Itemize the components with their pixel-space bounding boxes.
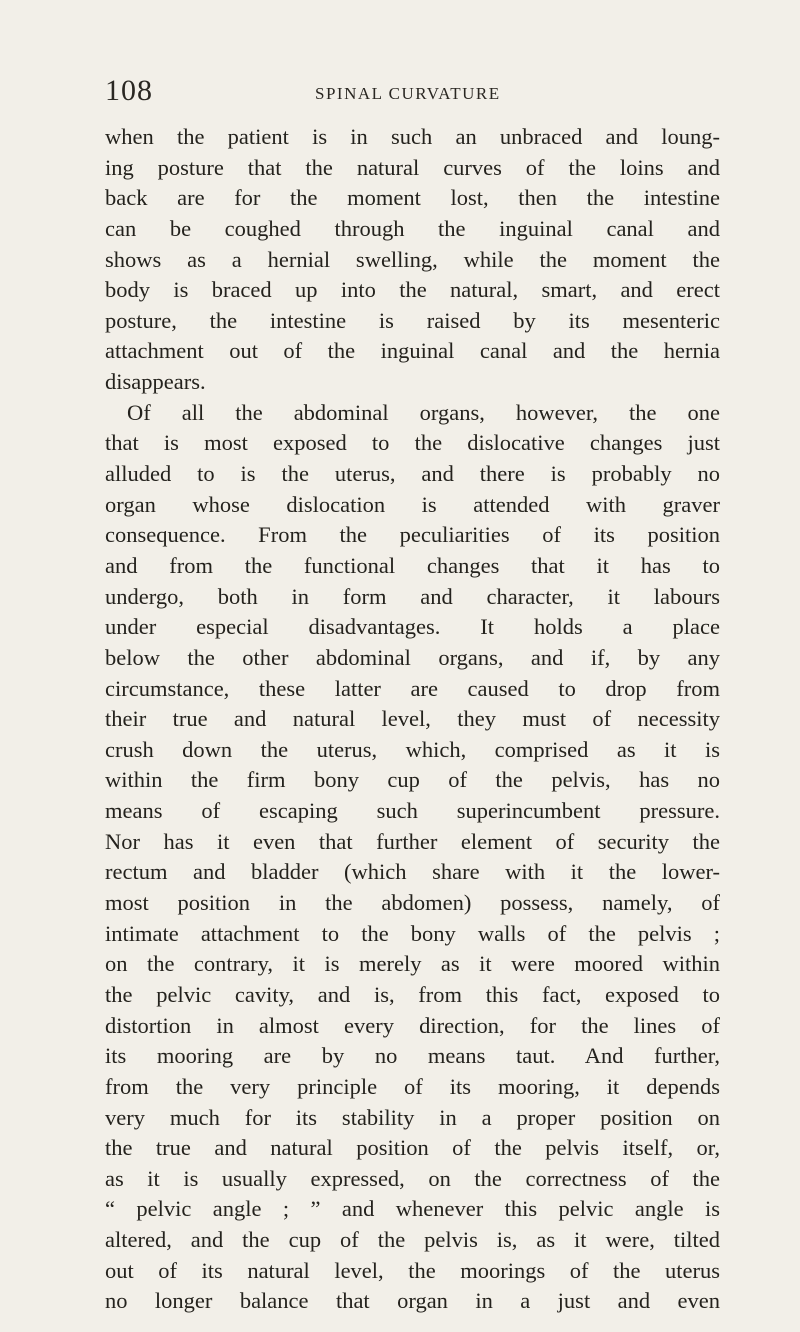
paragraph-start-line: Of all the abdominal organs, however, the one [127,399,720,425]
text-line: within the firm bony cup of the pelvis, has no [105,767,720,793]
text-line: their true and natural level, they must of necessity [105,706,720,732]
text-line: altered, and the cup of the pelvis is, as it were, tilted [105,1227,720,1253]
text-line: circumstance, these latter are caused to drop from [105,675,720,701]
text-line: the pelvic cavity, and is, from this fact, exposed to [105,981,720,1007]
text-line: when the patient is in such an unbraced and loung- [105,124,720,149]
text-line: out of its natural level, the moorings of the uterus [105,1257,720,1283]
text-line: means of escaping such superincumbent pressure. [105,798,720,824]
text-line: back are for the moment lost, then the intestine [105,185,720,211]
body-text [105,122,720,1317]
text-line: under especial disadvantages. It holds a place [105,614,720,640]
text-line: its mooring are by no means taut. And further, [105,1043,720,1069]
text-line: consequence. From the peculiarities of its position [105,522,720,548]
text-line: posture, the intestine is raised by its mesenteric [105,307,720,333]
text-line: intimate attachment to the bony walls of the pelvis ; [105,920,720,946]
text-line: “ pelvic angle ; ” and whenever this pelvic angle is [105,1196,720,1222]
text-line: disappears. [105,369,206,395]
text-line: distortion in almost every direction, for the lines of [105,1012,720,1038]
text-line: and from the functional changes that it has to [105,552,720,578]
text-line: rectum and bladder (which share with it the lower- [105,859,720,885]
text-line: most position in the abdomen) possess, namely, of [105,890,720,916]
text-line: as it is usually expressed, on the correctness of the [105,1165,720,1191]
text-line: ing posture that the natural curves of the loins and [105,154,720,180]
running-head [105,74,713,114]
text-line: below the other abdominal organs, and if, by any [105,644,720,670]
page-number: 108 [105,74,153,107]
text-line: attachment out of the inguinal canal and the hernia [105,338,720,364]
text-line: crush down the uterus, which, comprised as it is [105,736,720,762]
text-line: alluded to is the uterus, and there is probably no [105,461,720,487]
text-line: the true and natural position of the pelvis itself, or, [105,1135,720,1161]
section-title: SPINAL CURVATURE [315,84,501,103]
text-line: body is braced up into the natural, smart, and erect [105,277,720,303]
text-line: no longer balance that organ in a just and even [105,1288,720,1314]
text-line: on the contrary, it is merely as it were moored within [105,951,720,977]
text-line: can be coughed through the inguinal canal and [105,215,720,241]
text-line: Nor has it even that further element of security the [105,828,720,854]
text-line: shows as a hernial swelling, while the moment the [105,246,720,272]
text-line: organ whose dislocation is attended with graver [105,491,720,517]
text-line: that is most exposed to the dislocative changes just [105,430,720,456]
text-line: very much for its stability in a proper position on [105,1104,720,1130]
text-line: from the very principle of its mooring, it depends [105,1073,720,1099]
text-line: undergo, both in form and character, it labours [105,583,720,609]
